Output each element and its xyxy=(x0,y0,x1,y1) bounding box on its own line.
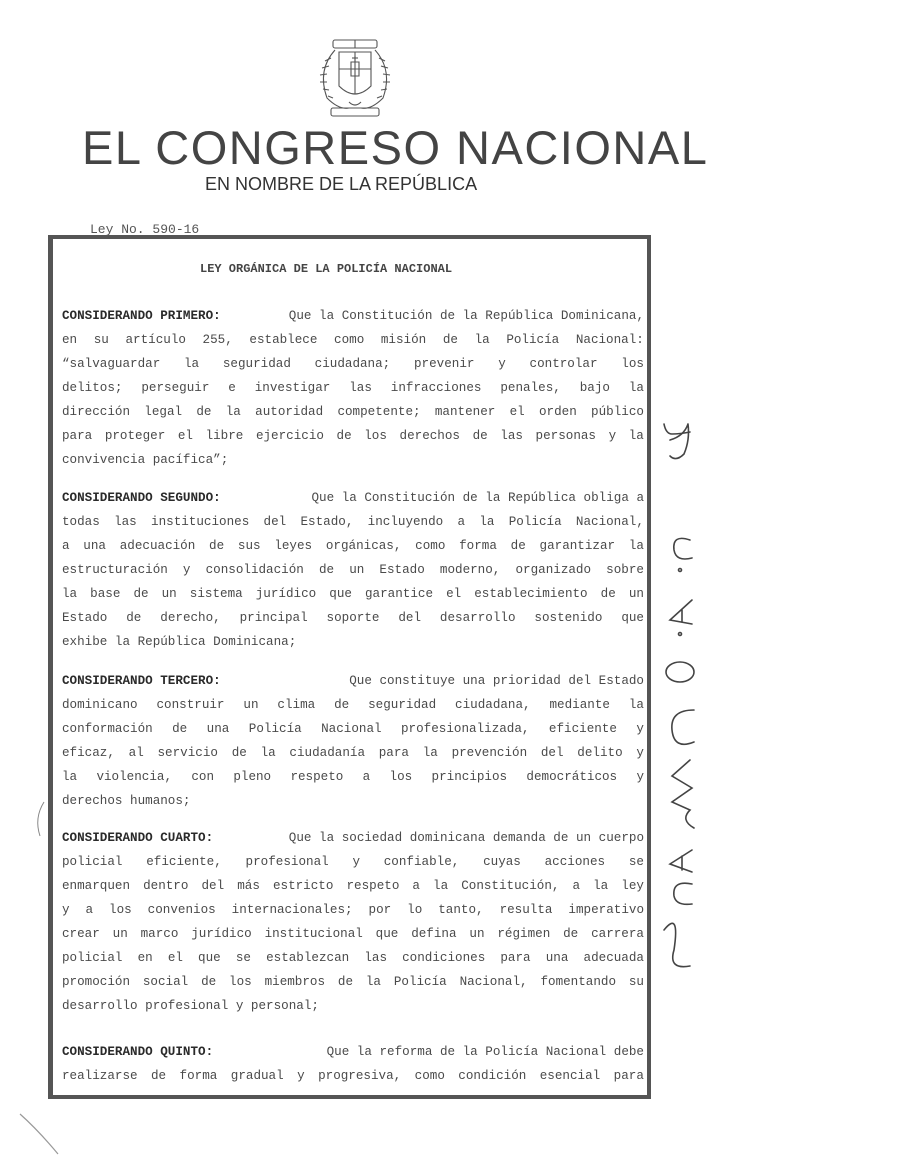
paragraph-line: para proteger el libre ejercicio de los derechos de las personas y la xyxy=(62,429,644,443)
paragraph-line: desarrollo profesional y personal; xyxy=(62,999,319,1013)
paragraph-line: eficaz, al servicio de la ciudadanía para la prevención del delito y xyxy=(62,746,644,760)
paragraph-line: policial eficiente, profesional y confiable, cuyas acciones se xyxy=(62,855,644,869)
paragraph-line: Estado de derecho, principal soporte del desarrollo sostenido que xyxy=(62,611,644,625)
handwritten-initials-signature xyxy=(650,410,710,970)
paragraph-line: derechos humanos; xyxy=(62,794,191,808)
considerando-quinto xyxy=(62,1040,644,1088)
congress-title: EL CONGRESO NACIONAL xyxy=(82,121,709,174)
law-number: Ley No. 590-16 xyxy=(90,222,200,237)
paragraph-line: la base de un sistema jurídico que garantice el establecimiento de un xyxy=(62,587,644,601)
paragraph-heading: CONSIDERANDO TERCERO: xyxy=(62,674,221,688)
paragraph-line: delitos; perseguir e investigar las infracciones penales, bajo la xyxy=(62,381,644,395)
considerando-cuarto xyxy=(62,826,644,1018)
paragraph-heading: CONSIDERANDO QUINTO: xyxy=(62,1045,214,1059)
paragraph-line: la violencia, con pleno respeto a los principios democráticos y xyxy=(62,770,644,784)
paragraph-line: Que la Constitución de la República Dominicana, xyxy=(288,309,644,323)
paragraph-line: Que la reforma de la Policía Nacional debe xyxy=(326,1045,644,1059)
paragraph-line: Que la sociedad dominicana demanda de un cuerpo xyxy=(288,831,644,845)
scan-mark-left xyxy=(18,1110,68,1160)
paragraph-line: policial en el que se establezcan las condiciones para una adecuada xyxy=(62,951,644,965)
considerando-tercero xyxy=(62,669,644,813)
considerando-primero xyxy=(62,304,644,472)
paragraph-line: dirección legal de la autoridad competente; mantener el orden público xyxy=(62,405,644,419)
paragraph-heading: CONSIDERANDO SEGUNDO: xyxy=(62,491,221,505)
paragraph-line: realizarse de forma gradual y progresiva, como condición esencial para xyxy=(62,1069,644,1083)
considerando-segundo xyxy=(62,486,644,654)
paragraph-line: Que la Constitución de la República obliga a xyxy=(311,491,644,505)
paragraph-line: estructuración y consolidación de un Estado moderno, organizado sobre xyxy=(62,563,644,577)
paragraph-heading: CONSIDERANDO CUARTO: xyxy=(62,831,214,845)
paragraph-line: a una adecuación de sus leyes orgánicas, como forma de garantizar la xyxy=(62,539,644,553)
paragraph-line: y a los convenios internacionales; por lo tanto, resulta imperativo xyxy=(62,903,644,917)
paragraph-line: exhibe la República Dominicana; xyxy=(62,635,297,649)
paragraph-line: conformación de una Policía Nacional profesionalizada, eficiente y xyxy=(62,722,644,736)
paragraph-line: crear un marco jurídico institucional que defina un régimen de carrera xyxy=(62,927,644,941)
paragraph-line: Que constituye una prioridad del Estado xyxy=(349,674,644,688)
paragraph-line: dominicano construir un clima de seguridad ciudadana, mediante la xyxy=(62,698,644,712)
paragraph-line: en su artículo 255, establece como misión de la Policía Nacional: xyxy=(62,333,644,347)
law-title: LEY ORGÁNICA DE LA POLICÍA NACIONAL xyxy=(200,262,453,276)
paragraph-line: convivencia pacífica”; xyxy=(62,453,229,467)
scan-mark-margin xyxy=(30,800,50,840)
coat-of-arms-seal-icon xyxy=(305,36,405,128)
paragraph-line: todas las instituciones del Estado, incluyendo a la Policía Nacional, xyxy=(62,515,644,529)
paragraph-heading: CONSIDERANDO PRIMERO: xyxy=(62,309,221,323)
paragraph-line: enmarquen dentro del más estricto respeto a la Constitución, a la ley xyxy=(62,879,644,893)
paragraph-line: promoción social de los miembros de la Policía Nacional, fomentando su xyxy=(62,975,644,989)
congress-subtitle: EN NOMBRE DE LA REPÚBLICA xyxy=(205,174,478,194)
paragraph-line: “salvaguardar la seguridad ciudadana; prevenir y controlar los xyxy=(62,357,644,371)
